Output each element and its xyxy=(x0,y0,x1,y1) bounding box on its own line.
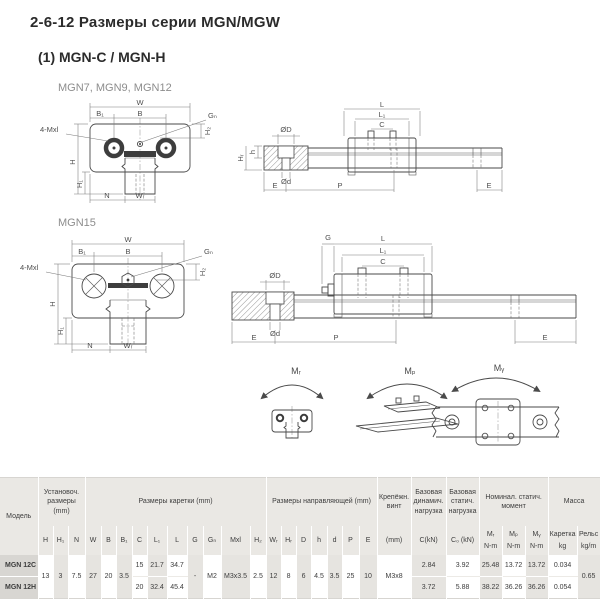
dim-p: P xyxy=(333,333,339,342)
col-header-rail-mass: Рельс kg/m xyxy=(577,526,600,555)
table-group-header-row xyxy=(0,478,600,527)
cell-l1: 21.7 xyxy=(147,555,167,577)
cell-kg: 0.054 xyxy=(548,577,577,599)
moment-mr-label: Mᵣ xyxy=(291,366,301,376)
cell-h1: 3 xyxy=(53,555,68,599)
dim-g: G xyxy=(325,233,331,242)
col-header-h: H xyxy=(38,526,53,555)
dim-b1: B₁ xyxy=(78,247,86,256)
col-header-w: W xyxy=(85,526,101,555)
col-header-h2: H₂ xyxy=(250,526,266,555)
cell-my: 13.72 xyxy=(525,555,548,577)
col-header-b: B xyxy=(101,526,116,555)
dim-b1: B₁ xyxy=(96,109,104,118)
cell-mr: 25.48 xyxy=(479,555,502,577)
mgn15-cross-section-diagram xyxy=(20,230,235,356)
dim-w: W xyxy=(136,98,144,107)
dim-diaD: ØD xyxy=(269,271,281,280)
dim-n: N xyxy=(87,341,93,350)
col-header-model: Модель xyxy=(0,478,38,556)
dim-b: B xyxy=(137,109,143,118)
dim-h-bore: h xyxy=(248,149,257,155)
dim-c: C xyxy=(380,257,386,266)
cell-mp: 36.26 xyxy=(502,577,525,599)
section-title: (1) MGN-C / MGN-H xyxy=(38,49,166,65)
col-header-h-small: h xyxy=(311,526,327,555)
col-header-mr: Mᵣ N-m xyxy=(479,526,502,555)
dim-wr: Wᵣ xyxy=(123,341,133,350)
dim-h: H xyxy=(48,301,57,307)
dim-gn: Gₙ xyxy=(204,247,213,256)
dim-diad: Ød xyxy=(280,177,292,186)
cell-h2: 2.5 xyxy=(250,555,266,599)
cell-ckn: 3.72 xyxy=(411,577,446,599)
col-header-my: Mᵧ N-m xyxy=(525,526,548,555)
cell-l1: 32.4 xyxy=(147,577,167,599)
dim-e: E xyxy=(272,181,278,190)
cell-wr: 12 xyxy=(266,555,281,599)
col-header-mxl: Mxl xyxy=(221,526,250,555)
moment-mr-diagram xyxy=(250,364,335,442)
mgn7-9-12-cross-section-diagram xyxy=(38,94,233,208)
col-header-d-big: D xyxy=(296,526,311,555)
dim-h: H xyxy=(68,159,77,165)
cell-mr: 38.22 xyxy=(479,577,502,599)
col-header-ckn: C(kN) xyxy=(411,526,446,555)
cell-my: 36.26 xyxy=(525,577,548,599)
dim-n: N xyxy=(104,191,110,200)
cell-h-small: 4.5 xyxy=(311,555,327,599)
cell-b1: 3.5 xyxy=(116,555,132,599)
dim-4mxl: 4-Mxl xyxy=(40,125,59,134)
cell-w: 27 xyxy=(85,555,101,599)
cell-rail-mass: 0.65 xyxy=(577,555,600,599)
model-cell: MGN 12C xyxy=(0,555,38,577)
dim-h1: H₁ xyxy=(75,180,84,188)
cell-d-big: 6 xyxy=(296,555,311,599)
col-header-carriage-mass: Каретка kg xyxy=(548,526,577,555)
cell-c: 20 xyxy=(132,577,147,599)
cell-hr: 8 xyxy=(281,555,296,599)
cell-c0: 3.92 xyxy=(446,555,479,577)
cell-c: 15 xyxy=(132,555,147,577)
cell-mxl: M3x3.5 xyxy=(221,555,250,599)
page-title: 2-6-12 Размеры серии MGN/MGW xyxy=(30,14,281,31)
dim-e-right: E xyxy=(542,333,548,342)
table-sub-header-row xyxy=(0,526,600,555)
cell-n: 7.5 xyxy=(68,555,85,599)
dim-h2: H₂ xyxy=(203,126,212,136)
dim-gn: Gₙ xyxy=(208,111,217,120)
col-header-l: L xyxy=(167,526,187,555)
dim-diaD: ØD xyxy=(280,125,292,134)
cell-h: 13 xyxy=(38,555,53,599)
moment-my-diagram xyxy=(428,361,563,445)
cell-d-small: 3.5 xyxy=(327,555,342,599)
moment-my-label: Mᵧ xyxy=(493,363,505,373)
cell-p: 25 xyxy=(342,555,359,599)
cell-c0: 5.88 xyxy=(446,577,479,599)
group-mounting-screw: Крепёжн. винт xyxy=(377,478,411,527)
col-header-g: G xyxy=(187,526,203,555)
dim-e: E xyxy=(251,333,257,342)
col-header-gn: Gₙ xyxy=(203,526,221,555)
col-header-wr: Wᵣ xyxy=(266,526,281,555)
cell-b: 20 xyxy=(101,555,116,599)
dim-l: L xyxy=(380,234,386,243)
dim-diad: Ød xyxy=(269,329,281,338)
col-header-h1: H₁ xyxy=(53,526,68,555)
col-header-e: E xyxy=(359,526,377,555)
col-header-screw-mm: (mm) xyxy=(377,526,411,555)
group-mass: Масса xyxy=(548,478,600,527)
dim-h2: H₂ xyxy=(198,267,207,277)
dim-w: W xyxy=(124,235,132,244)
moment-mp-label: Mₚ xyxy=(404,366,416,376)
mgn15-side-view-diagram xyxy=(228,228,584,362)
dim-wr: Wᵣ xyxy=(135,191,145,200)
table-row-mgn12c xyxy=(0,555,600,577)
dim-l1: L₁ xyxy=(378,110,386,119)
col-header-p: P xyxy=(342,526,359,555)
dim-4mxl: 4-Mxl xyxy=(20,263,39,272)
dim-b: B xyxy=(125,247,131,256)
group-rail-dims: Размеры направляющей (mm) xyxy=(266,478,377,527)
col-header-b1: B₁ xyxy=(116,526,132,555)
cell-l: 45.4 xyxy=(167,577,187,599)
group-static-moment: Номинал. статич. момент xyxy=(479,478,548,527)
cell-gn: M2 xyxy=(203,555,221,599)
dim-l: L xyxy=(379,100,385,109)
dim-p: P xyxy=(337,181,343,190)
dim-e-right: E xyxy=(486,181,492,190)
col-header-c: C xyxy=(132,526,147,555)
group-dynamic-load: Базовая динамич. нагрузка xyxy=(411,478,446,527)
dim-h1: H₁ xyxy=(56,327,65,335)
col-header-mp: Mₚ N-m xyxy=(502,526,525,555)
group-install-dims: Установоч. размеры (mm) xyxy=(38,478,85,527)
cell-kg: 0.034 xyxy=(548,555,577,577)
cell-g: - xyxy=(187,555,203,599)
cell-screw: M3x8 xyxy=(377,555,411,599)
cell-e: 10 xyxy=(359,555,377,599)
cell-mp: 13.72 xyxy=(502,555,525,577)
col-header-c0kn: C₀ (kN) xyxy=(446,526,479,555)
dimensions-table xyxy=(0,477,600,599)
mgn7-9-12-side-view-diagram xyxy=(236,100,508,198)
col-header-d-small: d xyxy=(327,526,342,555)
series-label-mgn15: MGN15 xyxy=(58,217,96,229)
group-static-load: Базовая статич. нагрузка xyxy=(446,478,479,527)
col-header-hr: Hᵣ xyxy=(281,526,296,555)
dim-c: C xyxy=(379,120,385,129)
cell-ckn: 2.84 xyxy=(411,555,446,577)
dim-hr: Hᵣ xyxy=(236,154,245,162)
col-header-n: N xyxy=(68,526,85,555)
model-cell: MGN 12H xyxy=(0,577,38,599)
col-header-l1: L₁ xyxy=(147,526,167,555)
group-carriage-dims: Размеры каретки (mm) xyxy=(85,478,266,527)
dim-l1: L₁ xyxy=(379,246,387,255)
cell-l: 34.7 xyxy=(167,555,187,577)
series-label-mgn7-9-12: MGN7, MGN9, MGN12 xyxy=(58,82,172,94)
